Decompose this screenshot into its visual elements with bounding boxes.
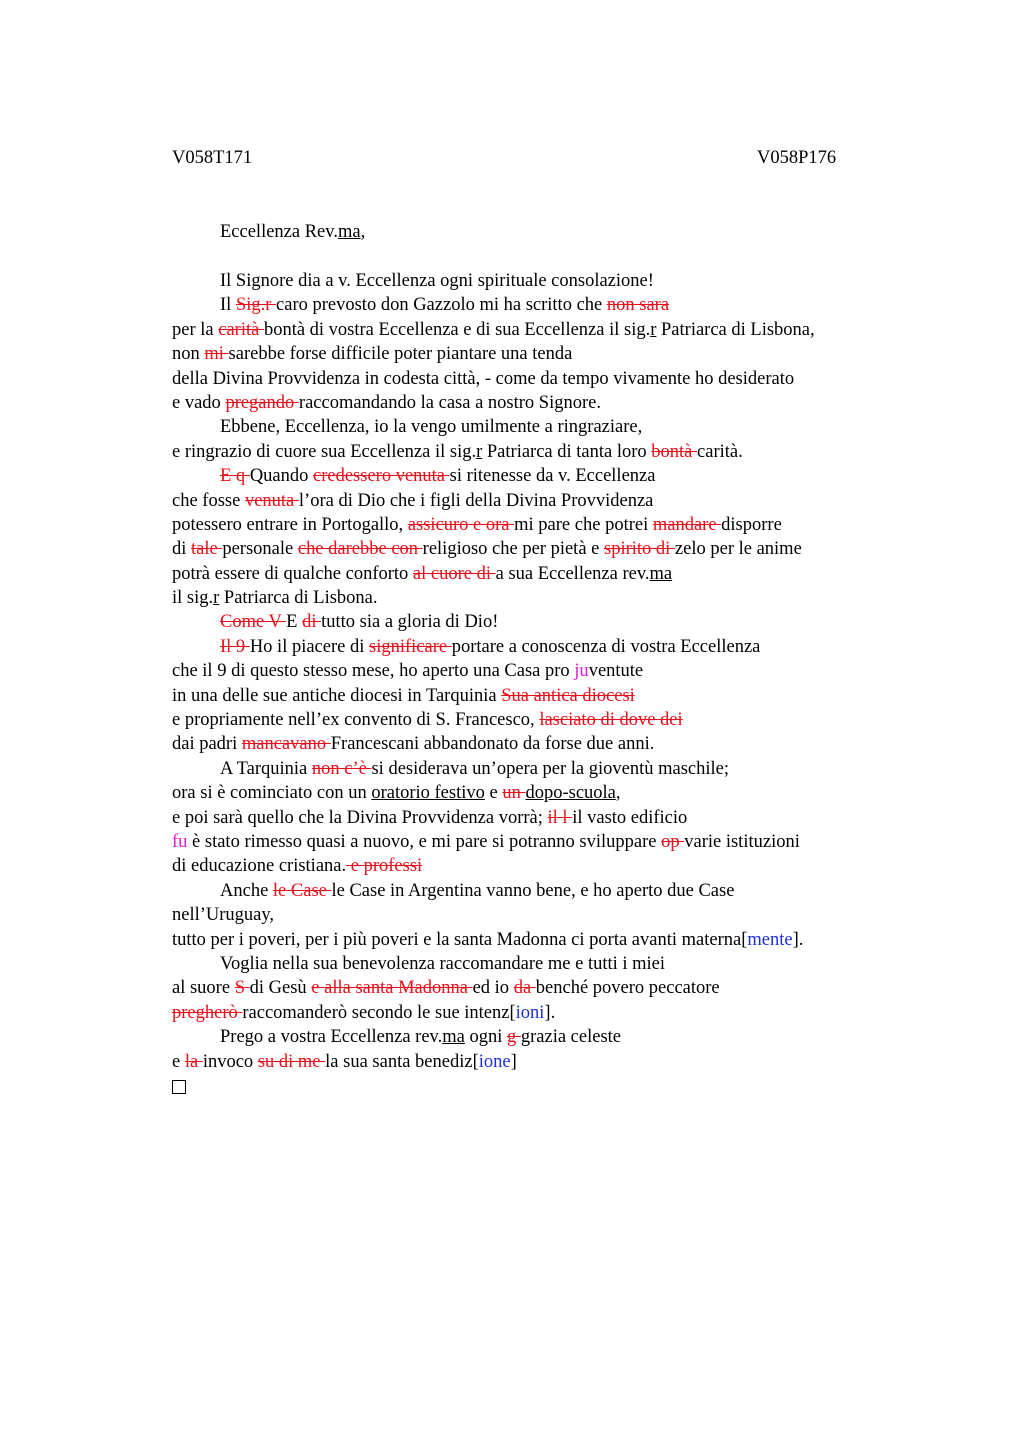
text-line	[172, 415, 932, 439]
text-segment: carità.	[697, 441, 743, 462]
deleted-text: di	[302, 612, 322, 633]
deleted-text: g	[506, 1027, 521, 1048]
text-segment: tutto sia a gloria di Dio!	[321, 612, 499, 633]
text-segment: non	[172, 344, 205, 365]
text-line	[172, 367, 932, 391]
editorial-insertion: ju	[574, 661, 589, 682]
text-segment: ora si è cominciato con un	[172, 783, 372, 804]
text-segment: varie istituzioni	[684, 831, 800, 852]
text-segment: dai padri	[172, 734, 242, 755]
text-segment: di educazione cristiana.	[172, 856, 347, 877]
underlined-text: oratorio festivo	[371, 783, 485, 804]
deleted-text: che darebbe con	[297, 539, 423, 560]
text-segment: Il Signore dia a v. Eccellenza ogni spirituale consolazione!	[220, 271, 654, 291]
underlined-text: dopo-scuola	[525, 783, 616, 804]
deleted-text: da	[513, 978, 536, 999]
deleted-text: non c’è	[311, 758, 372, 779]
text-line	[172, 391, 932, 415]
text-segment: religioso che per pietà e	[422, 539, 604, 560]
text-segment: ].	[544, 1002, 556, 1023]
deleted-text: Il 9	[220, 636, 250, 657]
text-line	[172, 513, 932, 537]
text-segment: Patriarca di Lisbona,	[656, 319, 815, 340]
text-segment: nell’Uruguay,	[172, 905, 275, 926]
text-line	[172, 610, 932, 634]
deleted-text: credessero venuta	[313, 466, 450, 487]
deleted-text: significare	[369, 636, 452, 657]
text-segment: è stato rimesso quasi a nuovo, e mi pare si potranno sviluppare	[187, 831, 662, 852]
text-segment: grazia celeste	[520, 1027, 621, 1048]
text-segment: raccomanderò secondo le sue intenz[	[242, 1002, 516, 1023]
text-segment: in una delle sue antiche diocesi in Tarquinia	[172, 685, 502, 706]
deleted-text: Come V	[220, 612, 287, 633]
text-line	[172, 903, 932, 927]
text-segment: ]	[510, 1051, 517, 1072]
text-segment: invoco	[202, 1051, 258, 1072]
deleted-text: le Case	[272, 880, 332, 901]
deleted-text: e alla santa Madonna	[311, 978, 473, 999]
text-line	[172, 489, 932, 513]
document-code-left: V058T171	[172, 148, 253, 168]
text-segment: a sua Eccellenza rev.	[495, 563, 650, 584]
text-segment: che il 9 di questo stesso mese, ho aperto una Casa pro	[172, 661, 575, 682]
letter-body	[172, 269, 932, 1098]
document-code-right: V058P176	[757, 148, 837, 168]
deleted-text: non sara	[606, 295, 670, 316]
deleted-text: Sua antica diocesi	[501, 685, 635, 706]
deleted-text: un	[502, 783, 526, 804]
deleted-text: assicuro e ora	[407, 514, 515, 535]
text-segment: bontà di vostra Eccellenza e di sua Eccellenza il sig.	[263, 319, 651, 340]
text-segment: potessero entrare in Portogallo,	[172, 514, 408, 535]
text-segment: tutto per i poveri, per i più poveri e la santa Madonna ci porta avanti materna[	[172, 929, 748, 950]
text-segment: caro prevosto don Gazzolo mi ha scritto che	[276, 295, 607, 316]
text-segment: si ritenesse da v. Eccellenza	[449, 466, 656, 487]
underlined-text: ma	[442, 1027, 465, 1048]
text-line	[172, 928, 932, 952]
text-line	[172, 1025, 932, 1049]
text-line	[172, 269, 932, 293]
text-line	[172, 464, 932, 488]
text-segment: E	[286, 612, 303, 633]
text-line	[172, 976, 932, 1000]
text-segment: si desiderava un’opera per la gioventù maschile;	[371, 758, 730, 779]
text-segment: Prego a vostra Eccellenza rev.	[220, 1027, 443, 1048]
deleted-text: mi	[204, 344, 229, 365]
text-segment: ed io	[472, 978, 514, 999]
text-line	[172, 562, 932, 586]
underlined-text: r	[476, 441, 483, 462]
deleted-text: e professi	[346, 856, 423, 877]
text-segment: zelo per le anime	[674, 539, 802, 560]
text-segment: A Tarquinia	[220, 758, 312, 779]
text-segment: l’ora di Dio che i figli della Divina Provvidenza	[298, 490, 654, 511]
text-segment: e vado	[172, 392, 226, 413]
text-segment: le Case in Argentina vanno bene, e ho aperto due Case	[331, 880, 735, 901]
text-line	[172, 684, 932, 708]
text-segment: portare a conoscenza di vostra Eccellenza	[451, 636, 761, 657]
text-segment: mi pare che potrei	[514, 514, 653, 535]
deleted-text: mandare	[652, 514, 722, 535]
text-line	[172, 342, 932, 366]
text-segment: e ringrazio di cuore sua Eccellenza il sig.	[172, 441, 477, 462]
text-line	[172, 1001, 932, 1025]
empty-box-icon	[172, 1080, 186, 1094]
text-segment: Francescani abbandonato da forse due anni.	[330, 734, 655, 755]
text-line	[172, 757, 932, 781]
salutation	[172, 220, 365, 244]
text-segment: di	[172, 539, 192, 560]
end-marker-line	[172, 1074, 932, 1098]
deleted-text: S	[234, 978, 250, 999]
text-segment: e poi sarà quello che la Divina Provvidenza vorrà;	[172, 807, 548, 828]
text-line	[172, 537, 932, 561]
text-segment: ogni	[464, 1027, 507, 1048]
text-segment: Ebbene, Eccellenza, io la vengo umilmente a ringraziare,	[220, 417, 643, 438]
underlined-text: ma	[649, 563, 673, 584]
text-line	[172, 440, 932, 464]
text-segment: ventute	[588, 661, 644, 682]
text-segment: la sua santa benediz[	[325, 1051, 479, 1072]
text-segment: il vasto edificio	[572, 807, 688, 828]
editorial-completion: ione	[478, 1051, 511, 1072]
deleted-text: mancavano	[241, 734, 331, 755]
editorial-completion: ioni	[515, 1002, 545, 1023]
text-segment: Quando	[249, 466, 314, 487]
text-segment: sarebbe forse difficile poter piantare una tenda	[228, 344, 573, 365]
text-segment: disporre	[721, 514, 782, 535]
deleted-text: op	[661, 831, 685, 852]
text-line	[172, 732, 932, 756]
text-segment: Patriarca di tanta loro	[482, 441, 652, 462]
deleted-text: pregherò	[172, 1002, 243, 1023]
text-segment: Anche	[220, 880, 273, 901]
text-line	[172, 830, 932, 854]
text-segment: Voglia nella sua benevolenza raccomandare me e tutti i miei	[220, 953, 666, 974]
text-line	[172, 318, 932, 342]
deleted-text: su di me	[257, 1051, 326, 1072]
text-line	[172, 293, 932, 317]
text-line	[172, 708, 932, 732]
text-segment: di Gesù	[249, 978, 312, 999]
text-segment: Il	[220, 295, 236, 316]
deleted-text: venuta	[244, 490, 299, 511]
text-segment: che fosse	[172, 490, 245, 511]
text-segment: al suore	[172, 978, 235, 999]
text-segment: Eccellenza Rev.	[220, 222, 338, 242]
deleted-text: Sig.r	[235, 295, 277, 316]
text-segment: raccomandando la casa a nostro Signore.	[298, 392, 601, 413]
text-segment: Ho il piacere di	[249, 636, 369, 657]
text-segment: e	[484, 783, 503, 804]
underlined-text: r	[650, 319, 657, 340]
underlined-text: ma	[337, 222, 361, 242]
editorial-completion: mente	[747, 929, 793, 950]
text-segment: benché povero peccatore	[535, 978, 720, 999]
deleted-text: E q	[220, 466, 250, 487]
deleted-text: carità	[218, 319, 264, 340]
deleted-text: pregando	[225, 392, 299, 413]
deleted-text: bontà	[651, 441, 698, 462]
deleted-text: spirito di	[604, 539, 675, 560]
text-segment: per la	[172, 319, 219, 340]
text-line	[172, 854, 932, 878]
text-line	[172, 806, 932, 830]
text-segment: Patriarca di Lisbona.	[219, 588, 378, 609]
text-segment: personale	[222, 539, 298, 560]
deleted-text: lasciato di dove dei	[539, 710, 683, 731]
deleted-text: il l	[547, 807, 573, 828]
text-line	[172, 586, 932, 610]
text-line	[172, 635, 932, 659]
text-segment: ].	[792, 929, 804, 950]
text-line	[172, 1050, 932, 1074]
text-line	[172, 879, 932, 903]
underlined-text: r	[213, 588, 220, 609]
text-segment: ,	[360, 222, 366, 242]
text-segment: ,	[615, 783, 621, 804]
text-line	[172, 659, 932, 683]
text-segment: e propriamente nell’ex convento di S. Francesco,	[172, 710, 540, 731]
text-segment: potrà essere di qualche conforto	[172, 563, 413, 584]
text-segment: il sig.	[172, 588, 214, 609]
deleted-text: tale	[191, 539, 223, 560]
editorial-insertion: fu	[172, 831, 188, 852]
text-line	[172, 952, 932, 976]
text-segment: della Divina Provvidenza in codesta città, - come da tempo vivamente ho desiderato	[172, 368, 795, 389]
deleted-text: la	[184, 1051, 203, 1072]
text-line	[172, 781, 932, 805]
text-segment: e	[172, 1051, 185, 1072]
deleted-text: al cuore di	[412, 563, 496, 584]
